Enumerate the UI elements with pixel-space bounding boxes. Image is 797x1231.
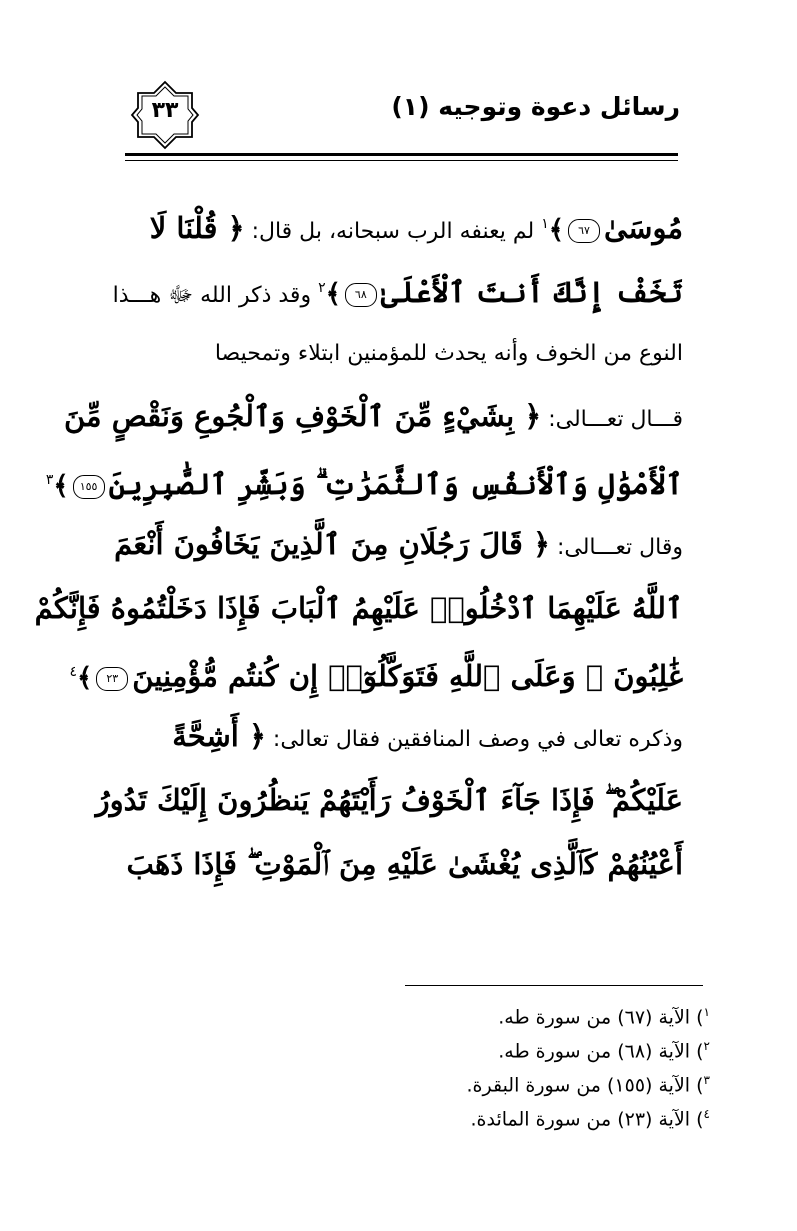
text-line [115, 192, 683, 256]
quran-close-bracket: ﴾ [77, 663, 93, 693]
text-line [34, 576, 683, 640]
footnote [300, 1063, 710, 1097]
footnote-number: ١ [703, 1005, 710, 1019]
text-line [115, 320, 683, 384]
text-line [115, 704, 683, 768]
footnote-ref: ٤ [69, 664, 78, 680]
text-line [63, 384, 683, 448]
ayah-marker: ٦٧ [568, 219, 600, 243]
footnote-ref: ٢ [318, 280, 326, 296]
quran-text: ٱلْأَمْوَٰلِ وَٱلْأَنفُسِ وَٱلثَّمَرَٰتِ ۗ وَبَشِّرِ ٱلصَّٰبِرِينَ [108, 467, 683, 501]
footnote-separator [405, 985, 703, 986]
prose-text: قـــال تعـــالى: [541, 407, 683, 432]
prose-text: النوع من الخوف وأنه يحدث للمؤمنين ابتلاء وتمحيصا [214, 341, 683, 366]
quran-close-bracket: ﴾ [325, 279, 341, 309]
footnote-text: ) الآية (٦٨) من سورة طه. [498, 1040, 704, 1063]
body-text [34, 192, 683, 896]
quran-text: ٱللَّهُ عَلَيْهِمَا ٱدْخُلُوا۟ عَلَيْهِمُ ٱلْبَابَ فَإِذَا دَخَلْتُمُوهُ فَإِنَّكُمْ [34, 591, 683, 625]
quran-text: ﴿ أَشِحَّةً [172, 719, 266, 753]
quran-text: مُوسَىٰ [604, 211, 683, 245]
quran-text: أَعْيُنُهُمْ كَٱلَّذِى يُغْشَىٰ عَلَيْهِ مِنَ ٱلْمَوْتِ ۖ فَإِذَا ذَهَبَ [126, 847, 683, 881]
footnote-number: ٢ [703, 1039, 710, 1053]
footnote-text: ) الآية (٦٧) من سورة طه. [498, 1006, 704, 1029]
ayah-marker: ١٥٥ [73, 475, 105, 499]
quran-text: تَخَفْ إِنَّكَ أَنتَ ٱلْأَعْلَىٰ [380, 275, 683, 309]
quran-text: ﴿ قُلْنَا لَا [149, 211, 245, 245]
prose-text: وقد ذكر الله ﷻ هـــذا [112, 283, 319, 308]
footnote-text: ) الآية (١٥٥) من سورة البقرة. [466, 1074, 704, 1097]
prose-text: وذكره تعالى في وصف المنافقين فقال تعالى: [265, 727, 683, 752]
text-line [69, 640, 683, 704]
quran-text: غَٰلِبُونَ ۚ وَعَلَى ٱللَّهِ فَتَوَكَّلُوٓا۟ إِن كُنتُم مُّؤْمِنِينَ [132, 659, 683, 693]
text-line [115, 512, 683, 576]
quran-text: ﴿ بِشَيْءٍ مِّنَ ٱلْخَوْفِ وَٱلْجُوعِ وَنَقْصٍ مِّنَ [63, 399, 542, 433]
ayah-marker: ٢٣ [96, 667, 128, 691]
text-line [45, 448, 683, 512]
header-rule-thick [125, 153, 678, 156]
quran-close-bracket: ﴾ [548, 215, 564, 245]
footnote [300, 1029, 710, 1063]
footnote-number: ٣ [703, 1073, 710, 1087]
footnote-number: ٤ [703, 1107, 710, 1121]
ayah-marker: ٦٨ [345, 283, 377, 307]
footnotes [300, 995, 710, 1131]
text-line [112, 256, 683, 320]
footnote-ref: ١ [541, 216, 549, 232]
page-header [110, 70, 680, 150]
footnote [300, 1097, 710, 1131]
prose-text: وقال تعـــالى: [549, 535, 683, 560]
footnote-text: ) الآية (٢٣) من سورة المائدة. [470, 1108, 704, 1131]
page-number: ٣٣ [151, 98, 179, 123]
running-title: رسائل دعوة وتوجيه (١) [391, 92, 680, 121]
quran-close-bracket: ﴾ [53, 471, 69, 501]
page-number-badge [130, 80, 200, 150]
footnote [300, 995, 710, 1029]
text-line [95, 768, 683, 832]
quran-text: ﴿ قَالَ رَجُلَانِ مِنَ ٱلَّذِينَ يَخَافُونَ أَنْعَمَ [114, 527, 550, 561]
quran-text: عَلَيْكُمْ ۖ فَإِذَا جَآءَ ٱلْخَوْفُ رَأَيْتَهُمْ يَنظُرُونَ إِلَيْكَ تَدُورُ [95, 783, 683, 817]
footnote-ref: ٣ [45, 472, 54, 488]
text-line [115, 832, 683, 896]
prose-text: لم يعنفه الرب سبحانه، بل قال: [244, 219, 542, 244]
header-rule-thin [125, 160, 678, 161]
